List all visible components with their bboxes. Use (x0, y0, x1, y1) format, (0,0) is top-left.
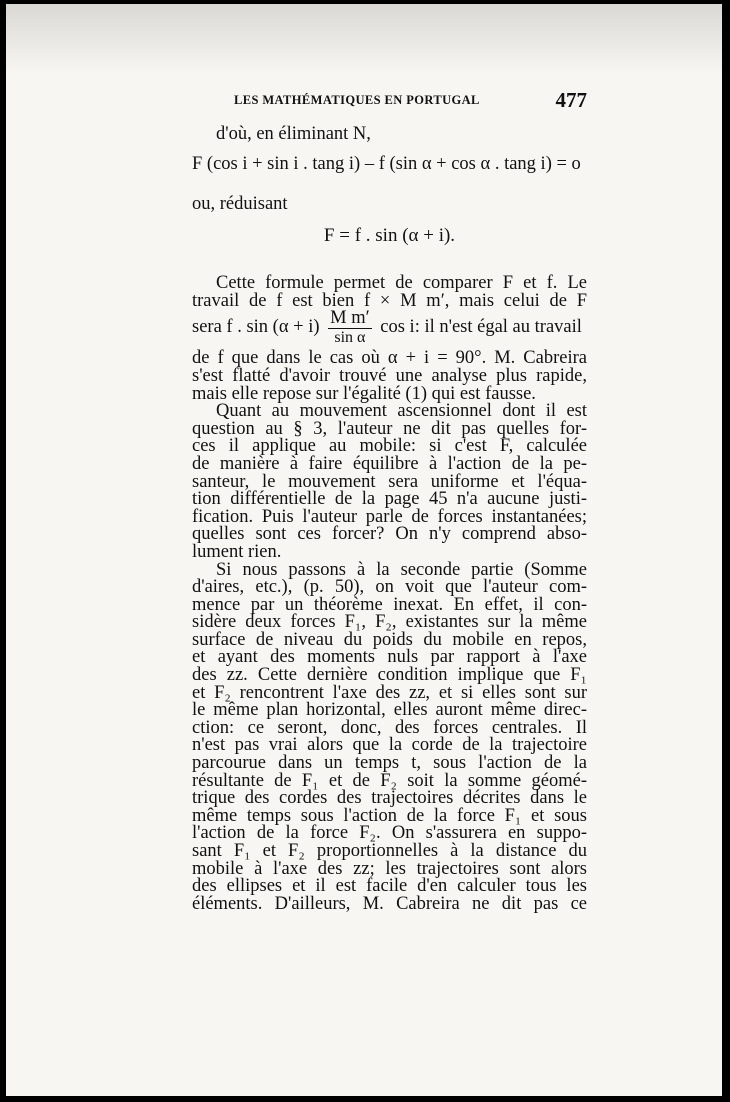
text-line: mobile à l'axe des zz; les trajectoires sont alors (192, 858, 587, 879)
text-line: quelles sont ces forcer? On n'y comprend abso- (192, 524, 587, 545)
fraction-numerator: M m′ (330, 308, 370, 329)
text-line: travail de f est bien f × M m′, mais celui de F (192, 290, 587, 311)
fraction-line (192, 308, 587, 350)
formula-2: F = f . sin (α + i). (323, 225, 456, 247)
body-text (192, 126, 587, 913)
text-line: tion différentielle de la page 45 n'a aucune justi- (192, 489, 587, 510)
text-line: surface de niveau du poids du mobile en repos, (192, 629, 587, 650)
text-line: lument rien. (192, 541, 282, 562)
text-line: même temps sous l'action de la force F₁ et sous (192, 805, 587, 826)
fraction-prefix: sera f . sin (α + i) (192, 317, 320, 338)
text-line: des zz. Cette dernière condition implique que F₁ (192, 665, 587, 686)
text-line: et ayant des moments nuls par rapport à l'axe (192, 647, 587, 668)
text-line: ou, réduisant (192, 193, 288, 214)
text-line: sidère deux forces F₁, F₂, existantes sur la même (192, 612, 587, 633)
text-line: mence par un théorème inexat. En effet, il con- (192, 594, 587, 615)
text-line: d'aires, etc.), (p. 50), on voit que l'auteur com- (192, 577, 587, 598)
text-line: et F₂ rencontrent l'axe des zz, et si elles sont sur (192, 682, 587, 703)
running-title: LES MATHÉMATIQUES EN PORTUGAL (234, 93, 480, 107)
text-line: l'action de la force F₂. On s'assurera en suppo- (192, 823, 587, 844)
text-line: d'où, en éliminant N, (216, 124, 371, 144)
text-line: santeur, le mouvement sera uniforme et l'équa- (192, 471, 587, 492)
text-line: résultante de F₁ et de F₂ soit la somme géomé- (192, 770, 587, 791)
text-line: sant F₁ et F₂ proportionnelles à la distance du (192, 841, 587, 861)
book-page (6, 4, 722, 1096)
fraction-denominator: sin α (334, 329, 366, 347)
formula-1: F (cos i + sin i . tang i) – f (sin α + cos α . tang i) = o (192, 153, 581, 174)
text-line: mais elle repose sur l'égalité (1) qui est fausse. (192, 383, 536, 404)
text-line: s'est flatté d'avoir trouvé une analyse plus rapide, (192, 365, 587, 386)
text-line: parcourue dans un temps t, sous l'action de la (192, 753, 587, 774)
text-line: le même plan horizontal, elles auront même direc- (192, 700, 587, 721)
text-line: de manière à faire équilibre à l'action de la pe- (192, 453, 587, 474)
text-line: fication. Puis l'auteur parle de forces instantanées; (192, 506, 587, 527)
text-line: n'est pas vrai alors que la corde de la trajectoire (192, 735, 587, 756)
page-header (192, 88, 587, 114)
text-line: trique des cordes des trajectoires décrites dans le (192, 788, 587, 809)
text-line: question au § 3, l'auteur ne dit pas quelles for- (192, 418, 587, 439)
text-line: ction: ce seront, donc, des forces centrales. Il (192, 717, 587, 738)
scan-shadow (6, 4, 722, 74)
text-line: Quant au mouvement ascensionnel dont il est (216, 401, 587, 422)
text-line: Si nous passons à la seconde partie (Somme (216, 559, 587, 580)
fraction-suffix: cos i: il n'est égal au travail (380, 317, 582, 338)
fraction (328, 308, 372, 347)
text-line: Cette formule permet de comparer F et f. Le (216, 273, 587, 294)
page-number: 477 (555, 88, 587, 112)
text-line: ces il applique au mobile: si c'est F, calculée (192, 436, 587, 457)
text-line: de f que dans le cas où α + i = 90°. M. Cabreira (192, 348, 587, 369)
text-line: des ellipses et il est facile d'en calculer tous les (192, 876, 587, 897)
text-line: éléments. D'ailleurs, M. Cabreira ne dit pas ce (192, 893, 587, 914)
